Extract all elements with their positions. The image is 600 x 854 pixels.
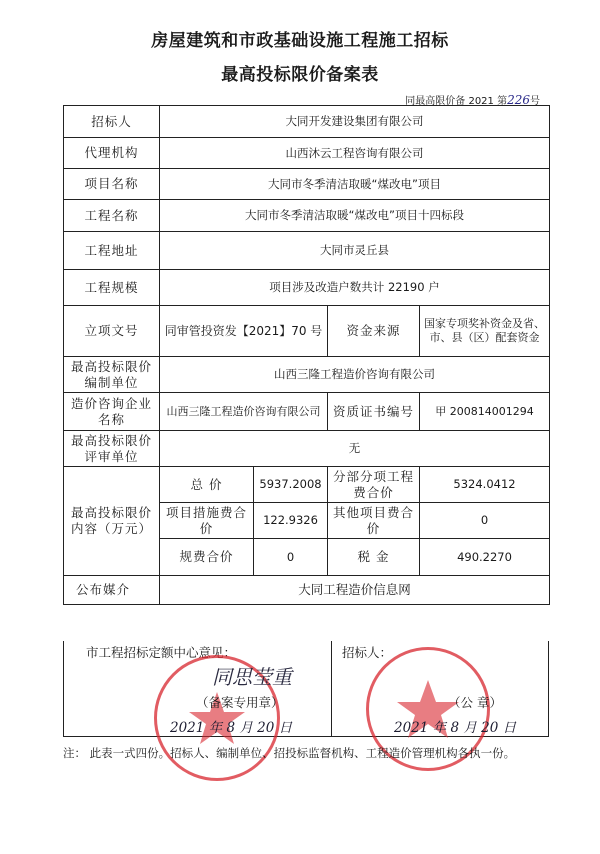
center-opinion-label: 市工程招标定额中心意见： <box>86 645 237 660</box>
project-name-value: 大同市冬季清洁取暖“煤改电”项目 <box>160 169 550 200</box>
consult-value: 山西三隆工程造价咨询有限公司 <box>160 393 328 431</box>
form-title-line1: 房屋建筑和市政基础设施工程施工招标 <box>151 31 449 51</box>
approval-value: 同审管投资发【2021】70 号 <box>160 306 328 357</box>
work-scale-label: 工程规模 <box>64 270 160 306</box>
measure-cost-value: 122.9326 <box>254 503 328 539</box>
price-content-label: 最高投标限价内容（万元） <box>64 467 160 576</box>
row-work-name <box>64 200 550 232</box>
tax-label: 税 金 <box>328 539 420 576</box>
approval-label: 立项文号 <box>64 306 160 357</box>
document-number-prefix: 同最高限价备 2021 第 <box>405 96 508 107</box>
row-approval <box>64 306 550 357</box>
consult-label: 造价咨询企业名称 <box>64 393 160 431</box>
footnote: 注： 此表一式四份。招标人、编制单位、招投标监督机构、工程造价管理机构各执一份。 <box>63 746 516 760</box>
reviewer-label: 最高投标限价评审单位 <box>64 431 160 467</box>
agency-label: 代理机构 <box>64 138 160 169</box>
row-price-1 <box>64 467 550 503</box>
row-project-name <box>64 169 550 200</box>
cert-number-label: 资质证书编号 <box>328 393 420 431</box>
total-price-value: 5937.2008 <box>254 467 328 503</box>
fee-value: 0 <box>254 539 328 576</box>
work-scale-value: 项目涉及改造户数共计 22190 户 <box>160 270 550 306</box>
form-title-line2: 最高投标限价备案表 <box>221 65 379 85</box>
tenderer-value: 大同开发建设集团有限公司 <box>160 106 550 138</box>
document-number-value: 226 <box>507 93 530 107</box>
filing-form-table <box>63 105 550 605</box>
reviewer-value: 无 <box>160 431 550 467</box>
approval-section <box>63 641 549 737</box>
work-name-value: 大同市冬季清洁取暖“煤改电”项目十四标段 <box>160 200 550 232</box>
row-compiler <box>64 357 550 393</box>
left-date: 2021 年 8 月 20 日 <box>170 720 293 736</box>
fund-source-label: 资金来源 <box>328 306 420 357</box>
tenderer-label: 招标人 <box>64 106 160 138</box>
subitem-cost-label: 分部分项工程费合价 <box>328 467 420 503</box>
project-name-label: 项目名称 <box>64 169 160 200</box>
row-media <box>64 576 550 605</box>
row-tenderer <box>64 106 550 138</box>
work-name-label: 工程名称 <box>64 200 160 232</box>
official-seal-caption: （公 章） <box>448 695 502 710</box>
approval-divider <box>331 641 332 736</box>
other-cost-value: 0 <box>420 503 550 539</box>
total-price-label: 总 价 <box>160 467 254 503</box>
cert-number-value: 甲 200814001294 <box>420 393 550 431</box>
director-signature: 同思莹重 <box>212 665 292 689</box>
work-address-value: 大同市灵丘县 <box>160 232 550 270</box>
row-work-address <box>64 232 550 270</box>
work-address-label: 工程地址 <box>64 232 160 270</box>
row-consult <box>64 393 550 431</box>
compiler-label: 最高投标限价编制单位 <box>64 357 160 393</box>
agency-value: 山西沐云工程咨询有限公司 <box>160 138 550 169</box>
subitem-cost-value: 5324.0412 <box>420 467 550 503</box>
tax-value: 490.2270 <box>420 539 550 576</box>
measure-cost-label: 项目措施费合价 <box>160 503 254 539</box>
row-reviewer <box>64 431 550 467</box>
fee-label: 规费合价 <box>160 539 254 576</box>
row-agency <box>64 138 550 169</box>
filing-seal-caption: （备案专用章） <box>196 695 284 710</box>
fund-source-value: 国家专项奖补资金及省、市、县（区）配套资金 <box>420 306 550 357</box>
media-value: 大同工程造价信息网 <box>160 576 550 605</box>
tenderer-sign-label: 招标人： <box>342 645 393 660</box>
compiler-value: 山西三隆工程造价咨询有限公司 <box>160 357 550 393</box>
other-cost-label: 其他项目费合价 <box>328 503 420 539</box>
row-work-scale <box>64 270 550 306</box>
right-date: 2021 年 8 月 20 日 <box>394 720 517 736</box>
document-number-suffix: 号 <box>530 96 540 107</box>
media-label: 公布媒介 <box>64 576 160 605</box>
